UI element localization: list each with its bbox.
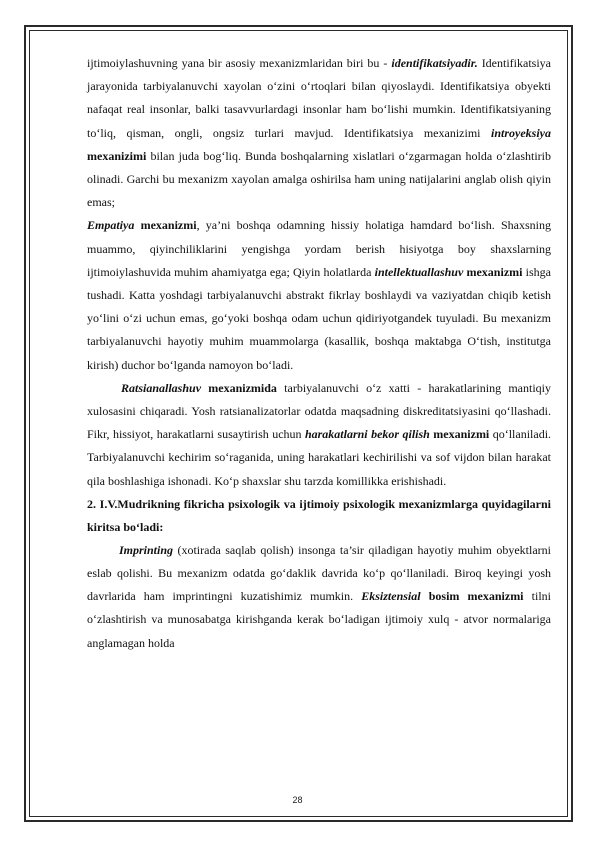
paragraph-ratsianallashuv [87, 377, 551, 493]
text: ijtimoiylashuvning yana bir asosiy mexanizmlaridan biri bu - [87, 56, 392, 70]
paragraph-imprinting [87, 539, 551, 655]
text: tarbiyalanuvchi o‘z xatti - harakatlarining mantiqiy xulosasini chiqaradi. Yosh ratsianalizatorlar odatda maqsadning diskreditatsiyasini qo‘llashadi. Fikr, hissiyot, harakatlarni susaytirish uchun [87, 380, 551, 442]
text: qo‘llaniladi. Tarbiyalanuvchi kechirim so‘raganida, uning harakatlari kechirilishi va sof vijdon bilan harakat qila boshlashiga ishonadi. Ko‘p shaxslar shu tarzda komillikka erishishadi. [87, 427, 552, 488]
text: bilan juda bog‘liq. Bunda boshqalarning xislatlari o‘zgarmagan holda o‘zlashtirib olinadi. Garchi bu mexanizm xayolan amalga oshirilsa ham uning natijalarini anglab olish qiyin emas; [87, 148, 551, 210]
term-identifikatsiya: identifikatsiyadir. [391, 56, 478, 70]
term-mexanizmida: mexanizmida [201, 380, 277, 395]
term-harakatlarni-bekor-qilish: harakatlarni bekor qilish [304, 427, 430, 442]
term-mexanizmi: mexanizmi [140, 218, 197, 233]
paragraph-empatiya [87, 214, 551, 376]
term-bosim: bosim [428, 589, 460, 604]
paragraph-identifikatsiya [87, 52, 551, 214]
term-mexanizimi: mexanizimi [87, 148, 147, 163]
term-eksiztensial: Eksiztensial [361, 589, 421, 604]
term-ratsianallashuv: Ratsianallashuv [121, 380, 202, 395]
term-mexanizmi: mexanizmi [433, 427, 490, 442]
term-empatiya: Empatiya [87, 218, 135, 233]
term-mexanizmi: mexanizmi [467, 589, 524, 604]
text: , ya’ni boshqa odamning hissiy holatiga hamdard bo‘lish. Shaxsning muammo, qiyinchiliklarini yengishga yordam berish hisiyotga boy shaxslarning ijtimoiylashuvida muhim ahamiyatga ega; Qiyin holatlarda [87, 218, 551, 279]
term-introyeksiya: introyeksiya [491, 125, 551, 140]
page-content [87, 52, 551, 655]
text: (xotirada saqlab qolish) insonga ta’sir qiladigan hayotiy muhim obyektlarni eslab qolishi. Bu mexanizm odatda go‘daklik davrida ko‘p qo‘llaniladi. Biroq keyingi yosh davrlarida ham imprintingni kuzatishimiz mumkin. [87, 542, 551, 604]
text: Identifikatsiya jarayonida tarbiyalanuvchi xayolan o‘zini o‘rtoqlari bilan qiyoslaydi. Identifikatsiya obyekti nafaqat real insonlar, balki tasavvurlardagi insonlar ham bo‘lishi mumkin. Identifikatsiyaning to‘liq, qisman, ongli, ongsiz turlari mavjud. Identifikatsiya mexanizimi [87, 56, 551, 140]
text: ishga tushadi. Katta yoshdagi tarbiyalanuvchi abstrakt fikrlay boshlaydi va vaziyatdan chiqib ketish yo‘lini o‘zi uchun emas, go‘yoki boshqa odam uchun qidiriyotgandek tuyuladi. Bu mexanizm tarbiyalanuvchi hayotiy muhim muammolarga (kasallik, boshqa maktabga O‘tish, institutga kirish) duchor bo‘lganda namoyon bo‘ladi. [87, 264, 551, 372]
text: tilni o‘zlashtirish va munosabatga kirishganda kerak bo‘ladigan ijtimoiy xulq - atvor normalariga anglamagan holda [87, 589, 551, 650]
term-imprinting: Imprinting [119, 542, 174, 557]
page-number: 28 [292, 795, 303, 805]
term-mexanizmi: mexanizmi [466, 264, 523, 279]
section-heading: 2. I.V.Mudrikning fikricha psixologik va ijtimoiy psixologik mexanizmlarga quyidagilarni kiritsa bo‘ladi: [87, 496, 551, 534]
term-intellektuallashuv: intellektuallashuv [374, 264, 464, 279]
